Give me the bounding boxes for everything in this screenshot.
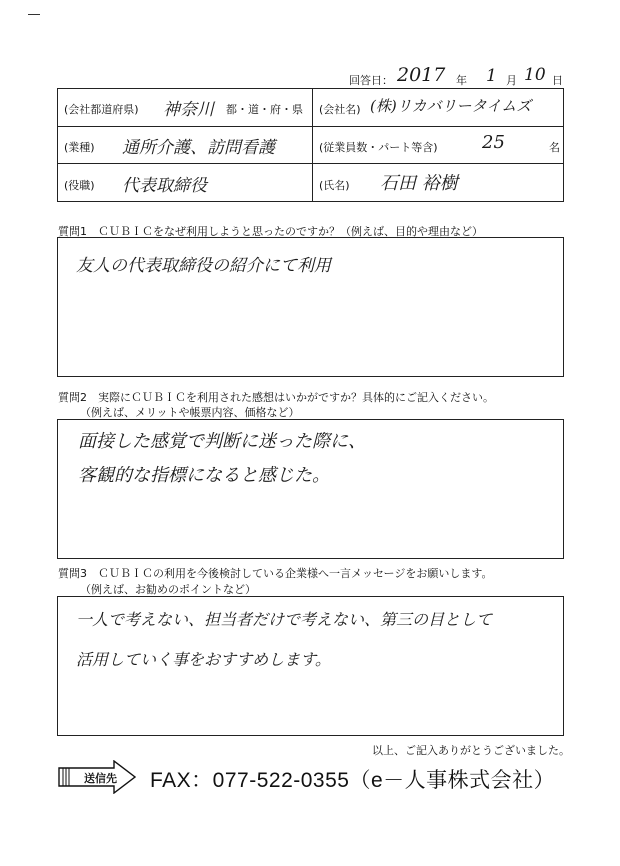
employees-value: 25 xyxy=(482,132,505,153)
position-label: (役職) xyxy=(64,179,95,192)
q3-example: （例えば、お勧めのポイントなど） xyxy=(80,583,256,596)
prefecture-value: 神奈川 xyxy=(163,100,214,120)
company-value: (株)リカバリータイムズ xyxy=(370,97,532,115)
q2-question: 質問2 実際にＣＵＢＩＣを利用された感想はいかがですか？具体的にご記入ください。 xyxy=(58,391,494,404)
send-label: 送信先 xyxy=(84,772,117,785)
q2-answer-line2: 客観的な指標になると感じた。 xyxy=(78,465,330,486)
employees-unit: 名 xyxy=(549,141,560,154)
industry-value: 通所介護、訪問看護 xyxy=(122,138,275,158)
day-unit: 日 xyxy=(552,74,563,87)
date-label: 回答日： xyxy=(349,74,393,87)
employees-label: (従業員数・パート等含) xyxy=(319,141,438,154)
month-unit: 月 xyxy=(506,74,517,87)
date-year: 2017 xyxy=(397,64,446,86)
prefecture-label: (会社都道府県) xyxy=(64,103,139,116)
year-unit: 年 xyxy=(456,74,467,87)
industry-label: (業種) xyxy=(64,141,95,154)
name-label: (氏名) xyxy=(319,179,350,192)
name-value: 石田 裕樹 xyxy=(380,173,458,194)
q3-question: 質問3 ＣＵＢＩＣの利用を今後検討している企業様へ一言メッセージをお願いします。 xyxy=(58,567,493,580)
fax-number: FAX：077-522-0355（e－人事株式会社） xyxy=(150,769,556,792)
q1-answer: 友人の代表取締役の紹介にて利用 xyxy=(76,256,331,276)
thanks-text: 以上、ご記入ありがとうございました。 xyxy=(372,744,570,757)
q2-answer-line1: 面接した感覚で判断に迷った際に、 xyxy=(78,431,366,452)
date-day: 10 xyxy=(524,65,546,85)
date-month: 1 xyxy=(486,66,497,86)
prefecture-suffix: 都・道・府・県 xyxy=(226,103,303,116)
q3-answer-line2: 活用していく事をおすすめします。 xyxy=(76,650,331,669)
q3-answer-line1: 一人で考えない、担当者だけで考えない、第三の目として xyxy=(76,610,493,629)
corner-mark xyxy=(28,14,40,15)
company-label: (会社名) xyxy=(319,103,361,116)
q2-example: （例えば、メリットや帳票内容、価格など） xyxy=(80,406,300,419)
q1-question: 質問1 ＣＵＢＩＣをなぜ利用しようと思ったのですか？（例えば、目的や理由など） xyxy=(58,225,483,238)
position-value: 代表取締役 xyxy=(122,176,207,196)
